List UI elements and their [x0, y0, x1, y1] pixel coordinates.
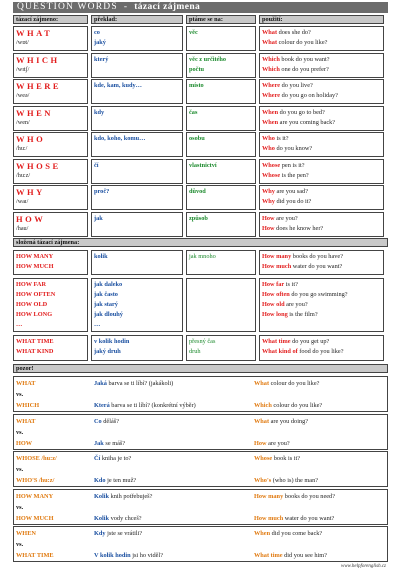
- usage-rest: are you coming back?: [278, 118, 336, 126]
- usage-cell: [259, 106, 384, 131]
- compound-word: WHAT KIND: [16, 348, 54, 355]
- usage-example: [262, 290, 381, 300]
- vs-label: vs.: [16, 466, 24, 473]
- compared-word: WHAT: [16, 417, 36, 425]
- english-rest: books do you need?: [283, 492, 335, 500]
- translation: který: [94, 55, 109, 63]
- asks-cell: [186, 79, 256, 104]
- asks-for: počtu: [189, 65, 205, 73]
- usage-word: How: [262, 224, 275, 232]
- translation-cell: [91, 212, 183, 237]
- usage-example: [262, 65, 381, 75]
- usage-example: [262, 262, 381, 272]
- pronunciation: /hu:/: [16, 145, 28, 152]
- asks-cell: [186, 53, 256, 78]
- header-usage: použití:: [259, 15, 384, 24]
- asks-cell: [186, 106, 256, 131]
- usage-example: [262, 310, 381, 320]
- english-key: When: [254, 530, 271, 537]
- czech-rest: barva se ti líbí? (jakákoli): [106, 380, 174, 387]
- translation-cell: [91, 185, 183, 210]
- compared-word: HOW MANY: [16, 492, 54, 500]
- page-title-bar: [13, 2, 388, 13]
- word-cell: [13, 159, 88, 184]
- translation: jak: [94, 214, 103, 222]
- usage-word: How much: [262, 263, 292, 270]
- translation: kde, kam, kudy…: [94, 82, 142, 89]
- word-cell: [13, 26, 88, 51]
- usage-example: [262, 38, 381, 48]
- asks-for: způsob: [189, 214, 208, 222]
- compared-word: WHEN: [16, 530, 36, 537]
- usage-example: [262, 144, 381, 154]
- usage-example: [262, 187, 381, 197]
- english-rest: (who is) the man?: [271, 477, 319, 484]
- czech-key: Co: [94, 417, 102, 425]
- compound-translation: …: [94, 321, 101, 328]
- asks-cell: [186, 212, 256, 237]
- czech-rest: je ten muž?: [105, 477, 137, 484]
- english-example: [254, 475, 384, 486]
- usage-word: Which: [262, 65, 280, 73]
- word-row: [13, 26, 388, 51]
- compound-translation-cell: [91, 278, 183, 332]
- translation: jaký: [94, 39, 106, 46]
- czech-rest: jste se vrátili?: [105, 530, 143, 537]
- comparison-block: [13, 489, 388, 525]
- usage-cell: [259, 26, 384, 51]
- translation-cell: [91, 132, 183, 157]
- asks-cell: [186, 185, 256, 210]
- usage-rest: food do you like?: [297, 348, 344, 355]
- english-example: [254, 453, 384, 464]
- pozor-header: pozor!: [13, 364, 388, 373]
- usage-word: How far: [262, 281, 285, 288]
- question-word: WHEN: [16, 107, 53, 118]
- vs-label: vs.: [16, 391, 24, 398]
- asks-for: místo: [189, 82, 204, 89]
- usage-example: [262, 28, 381, 38]
- usage-word: Why: [262, 198, 275, 205]
- english-key: How: [254, 439, 267, 447]
- comparison-block: [13, 414, 388, 450]
- question-word: WHO: [16, 134, 46, 144]
- usage-word: Why: [262, 188, 275, 195]
- usage-rest: book do you want?: [279, 55, 330, 63]
- pronunciation: /weə/: [16, 92, 30, 99]
- czech-key: Kdy: [94, 530, 106, 537]
- usage-rest: is the pen?: [280, 171, 309, 179]
- czech-key: Čí: [94, 455, 101, 462]
- word-row: [13, 159, 388, 184]
- compound-translation: jaký druh: [94, 348, 121, 355]
- usage-example: [262, 161, 381, 171]
- comparison-block: [13, 376, 388, 412]
- english-rest: are you doing?: [269, 417, 309, 425]
- usage-cell: [259, 212, 384, 237]
- compound-translation: jak často: [94, 291, 118, 298]
- english-key: What: [254, 417, 270, 425]
- usage-rest: do you live?: [280, 82, 313, 89]
- czech-example: [94, 491, 254, 502]
- translation: proč?: [94, 188, 110, 195]
- comparison-line: [16, 400, 385, 411]
- title-separator: -: [123, 2, 129, 12]
- usage-word: What: [262, 39, 278, 46]
- usage-cell: [259, 79, 384, 104]
- usage-cell: [259, 185, 384, 210]
- usage-word: Who: [262, 145, 275, 152]
- question-word: WHERE: [16, 81, 62, 91]
- asks-for: čas: [189, 108, 198, 116]
- usage-example: [262, 55, 381, 65]
- comparison-line: [16, 513, 385, 524]
- word-row: [13, 53, 388, 78]
- compound-translation-cell: [91, 250, 183, 275]
- compound-translation: jak daleko: [94, 281, 123, 288]
- vs-line: [16, 502, 385, 513]
- translation-cell: [91, 53, 183, 78]
- word-cell: [13, 132, 88, 157]
- czech-rest: kniha je to?: [100, 455, 132, 462]
- usage-rest: do you go swimming?: [289, 291, 348, 298]
- translation-cell: [91, 26, 183, 51]
- word-row: [13, 79, 388, 104]
- usage-rest: are you?: [284, 301, 308, 308]
- header-translation: překlad:: [91, 15, 183, 24]
- usage-rest: are you?: [274, 214, 298, 222]
- translation: kdy: [94, 108, 105, 116]
- compound-usage-cell: [259, 278, 384, 332]
- usage-cell: [259, 132, 384, 157]
- czech-key: Kolik: [94, 492, 110, 500]
- usage-word: What kind of: [262, 348, 298, 355]
- compound-asks: druh: [189, 348, 201, 355]
- translation: kdo, koho, komu…: [94, 135, 146, 142]
- compound-header: složená tázací zájmena:: [13, 238, 388, 247]
- question-word: WHAT: [16, 28, 53, 38]
- compound-translation: v kolik hodin: [94, 338, 130, 345]
- usage-example: [262, 347, 381, 357]
- usage-rest: does she do?: [277, 29, 311, 36]
- comparison-line: [16, 475, 385, 486]
- compound-asks-cell: [186, 278, 256, 332]
- usage-word: Whose: [262, 161, 281, 169]
- english-key: Whose: [254, 455, 273, 462]
- word-cell: [13, 212, 88, 237]
- pronunciation: /hau/: [16, 224, 29, 232]
- comparison-block: [13, 526, 388, 562]
- page-subtitle: tázací zájmena: [134, 2, 201, 12]
- czech-key: Kdo: [94, 477, 106, 484]
- usage-word: Who: [262, 135, 275, 142]
- compound-word: HOW MUCH: [16, 263, 54, 270]
- usage-rest: do you go on holiday?: [280, 92, 338, 99]
- pronunciation: /wen/: [16, 118, 30, 126]
- compound-asks: přesný čas: [189, 338, 216, 345]
- compound-usage-cell: [259, 250, 384, 275]
- usage-word: When: [262, 118, 279, 126]
- compound-word-cell: [13, 335, 88, 361]
- translation-cell: [91, 79, 183, 104]
- czech-key: Kolik: [94, 514, 110, 522]
- compound-usage-cell: [259, 335, 384, 361]
- usage-word: How: [262, 214, 275, 222]
- usage-rest: is the film?: [287, 311, 318, 318]
- asks-for: osobu: [189, 135, 205, 142]
- czech-example: [94, 550, 254, 561]
- usage-cell: [259, 159, 384, 184]
- comparison-block: [13, 451, 388, 487]
- question-word: WHY: [16, 187, 45, 197]
- english-example: [254, 438, 384, 449]
- usage-word: Where: [262, 92, 281, 99]
- usage-word: How old: [262, 301, 285, 308]
- usage-word: How many: [262, 253, 292, 260]
- usage-rest: is it?: [274, 135, 289, 142]
- word-cell: [13, 106, 88, 131]
- english-key: What: [254, 380, 270, 387]
- czech-key: V kolik hodin: [94, 552, 131, 559]
- czech-example: [94, 528, 254, 539]
- vs-line: [16, 539, 385, 550]
- word-row: [13, 106, 388, 131]
- english-rest: book is it?: [272, 455, 301, 462]
- czech-key: Která: [94, 402, 110, 409]
- usage-word: Whose: [262, 171, 281, 179]
- asks-for: věc z určitého: [189, 55, 227, 63]
- usage-example: [262, 224, 381, 234]
- usage-rest: does he know her?: [274, 224, 324, 232]
- usage-word: Where: [262, 82, 281, 89]
- question-word: WHOSE: [16, 160, 61, 171]
- english-rest: are you?: [266, 439, 290, 447]
- compound-row: [13, 335, 388, 361]
- compound-translation: jak starý: [94, 301, 118, 308]
- czech-key: Jaká: [94, 380, 107, 387]
- translation-cell: [91, 159, 183, 184]
- vs-label: vs.: [16, 503, 24, 511]
- page-title: QUESTION WORDS: [17, 2, 118, 12]
- usage-word: When: [262, 108, 279, 116]
- vs-line: [16, 427, 385, 438]
- asks-cell: [186, 132, 256, 157]
- compared-word: WHAT TIME: [16, 552, 54, 559]
- compound-translation: jak dlouhý: [94, 311, 123, 318]
- czech-example: [94, 438, 254, 449]
- english-example: [254, 400, 384, 411]
- usage-rest: do you know?: [274, 145, 313, 152]
- vs-label: vs.: [16, 428, 24, 436]
- usage-word: What time: [262, 338, 291, 345]
- asks-cell: [186, 26, 256, 51]
- english-example: [254, 513, 384, 524]
- compound-word: HOW MANY: [16, 253, 54, 260]
- pronunciation: /wɒt/: [16, 39, 29, 46]
- compound-asks: jak mnoho: [189, 253, 216, 260]
- usage-rest: pen is it?: [280, 161, 305, 169]
- question-word: HOW: [16, 213, 46, 224]
- english-rest: colour do you like?: [271, 402, 323, 409]
- czech-example: [94, 513, 254, 524]
- usage-rest: is it?: [284, 281, 298, 288]
- usage-word: What: [262, 29, 278, 36]
- czech-rest: knih potřebuješ?: [109, 492, 153, 500]
- comparison-line: [16, 378, 385, 389]
- compared-word: WHAT: [16, 380, 36, 387]
- english-key: How much: [254, 514, 284, 522]
- compared-word: HOW: [16, 439, 33, 447]
- comparison-line: [16, 416, 385, 427]
- comparison-line: [16, 491, 385, 502]
- english-rest: did you see him?: [282, 552, 327, 559]
- english-key: Which: [254, 402, 272, 409]
- compared-word: WHO'S /hu:z/: [16, 477, 55, 484]
- compound-row: [13, 278, 388, 332]
- pronunciation: /hu:z/: [16, 171, 31, 179]
- english-rest: colour do you like?: [269, 380, 320, 387]
- usage-rest: do you go to bed?: [278, 108, 325, 116]
- czech-example: [94, 453, 254, 464]
- compound-asks-cell: [186, 335, 256, 361]
- english-example: [254, 416, 384, 427]
- usage-example: [262, 81, 381, 91]
- word-row: [13, 212, 388, 237]
- usage-rest: are you sad?: [274, 188, 308, 195]
- usage-word: How long: [262, 311, 288, 318]
- compared-word: WHICH: [16, 402, 40, 409]
- czech-rest: barva se ti líbí? (konkrétní výběr): [109, 402, 196, 409]
- usage-rest: do you get up?: [290, 338, 330, 345]
- czech-rest: vody chceš?: [109, 514, 142, 522]
- usage-word: How often: [262, 291, 290, 298]
- english-key: How many: [254, 492, 284, 500]
- compound-word: HOW LONG: [16, 311, 53, 318]
- translation-cell: [91, 106, 183, 131]
- word-row: [13, 132, 388, 157]
- asks-cell: [186, 159, 256, 184]
- english-example: [254, 550, 384, 561]
- asks-for: vlastnictví: [189, 161, 217, 169]
- compared-word: HOW MUCH: [16, 514, 54, 522]
- pronunciation: /waɪ/: [16, 198, 29, 205]
- header-asks: ptáme se na:: [186, 15, 256, 24]
- compound-word: HOW OFTEN: [16, 291, 56, 298]
- comparison-line: [16, 528, 385, 539]
- usage-rest: colour do you like?: [277, 39, 328, 46]
- czech-rest: děláš?: [101, 417, 120, 425]
- english-key: Who's: [254, 477, 272, 484]
- english-example: [254, 528, 384, 539]
- header-word: tázací zájmeno:: [13, 15, 88, 24]
- czech-rest: jsi ho viděl?: [130, 552, 163, 559]
- question-word: WHICH: [16, 54, 60, 65]
- vs-label: vs.: [16, 541, 24, 548]
- usage-example: [262, 108, 381, 118]
- usage-example: [262, 214, 381, 224]
- compound-word-cell: [13, 250, 88, 275]
- usage-example: [262, 118, 381, 128]
- english-key: What time: [254, 552, 283, 559]
- asks-for: věc: [189, 29, 198, 36]
- word-cell: [13, 53, 88, 78]
- usage-example: [262, 171, 381, 181]
- usage-example: [262, 252, 381, 262]
- english-rest: did you come back?: [270, 530, 323, 537]
- czech-example: [94, 416, 254, 427]
- compound-asks-cell: [186, 250, 256, 275]
- usage-rest: water do you want?: [291, 263, 343, 270]
- compound-word: …: [16, 321, 23, 328]
- table-header: [13, 15, 388, 24]
- compound-word-cell: [13, 278, 88, 332]
- footer-url: www.helpforenglish.cz: [341, 564, 386, 569]
- compared-word: WHOSE /hu:z/: [16, 455, 57, 462]
- vs-line: [16, 389, 385, 400]
- compound-word: HOW FAR: [16, 281, 47, 288]
- usage-example: [262, 280, 381, 290]
- english-rest: water do you want?: [283, 514, 335, 522]
- word-cell: [13, 185, 88, 210]
- czech-example: [94, 475, 254, 486]
- usage-example: [262, 134, 381, 144]
- usage-cell: [259, 53, 384, 78]
- pronunciation: /wɪtʃ/: [16, 65, 30, 73]
- compound-translation-cell: [91, 335, 183, 361]
- english-example: [254, 491, 384, 502]
- compound-row: [13, 250, 388, 275]
- usage-example: [262, 197, 381, 207]
- comparison-line: [16, 453, 385, 464]
- usage-rest: one do you prefer?: [279, 65, 329, 73]
- word-cell: [13, 79, 88, 104]
- vs-line: [16, 464, 385, 475]
- compound-word: WHAT TIME: [16, 338, 54, 345]
- usage-example: [262, 300, 381, 310]
- czech-example: [94, 400, 254, 411]
- czech-rest: se máš?: [103, 439, 126, 447]
- usage-rest: did you do it?: [274, 198, 312, 205]
- compound-word: HOW OLD: [16, 301, 48, 308]
- usage-example: [262, 91, 381, 101]
- comparison-line: [16, 550, 385, 561]
- translation: co: [94, 29, 100, 36]
- translation: čí: [94, 161, 99, 169]
- czech-example: [94, 378, 254, 389]
- usage-rest: books do you have?: [291, 253, 343, 260]
- asks-for: důvod: [189, 188, 206, 195]
- english-example: [254, 378, 384, 389]
- usage-example: [262, 337, 381, 347]
- word-row: [13, 185, 388, 210]
- compound-translation: kolik: [94, 253, 108, 260]
- usage-word: Which: [262, 55, 280, 63]
- czech-key: Jak: [94, 439, 104, 447]
- comparison-line: [16, 438, 385, 449]
